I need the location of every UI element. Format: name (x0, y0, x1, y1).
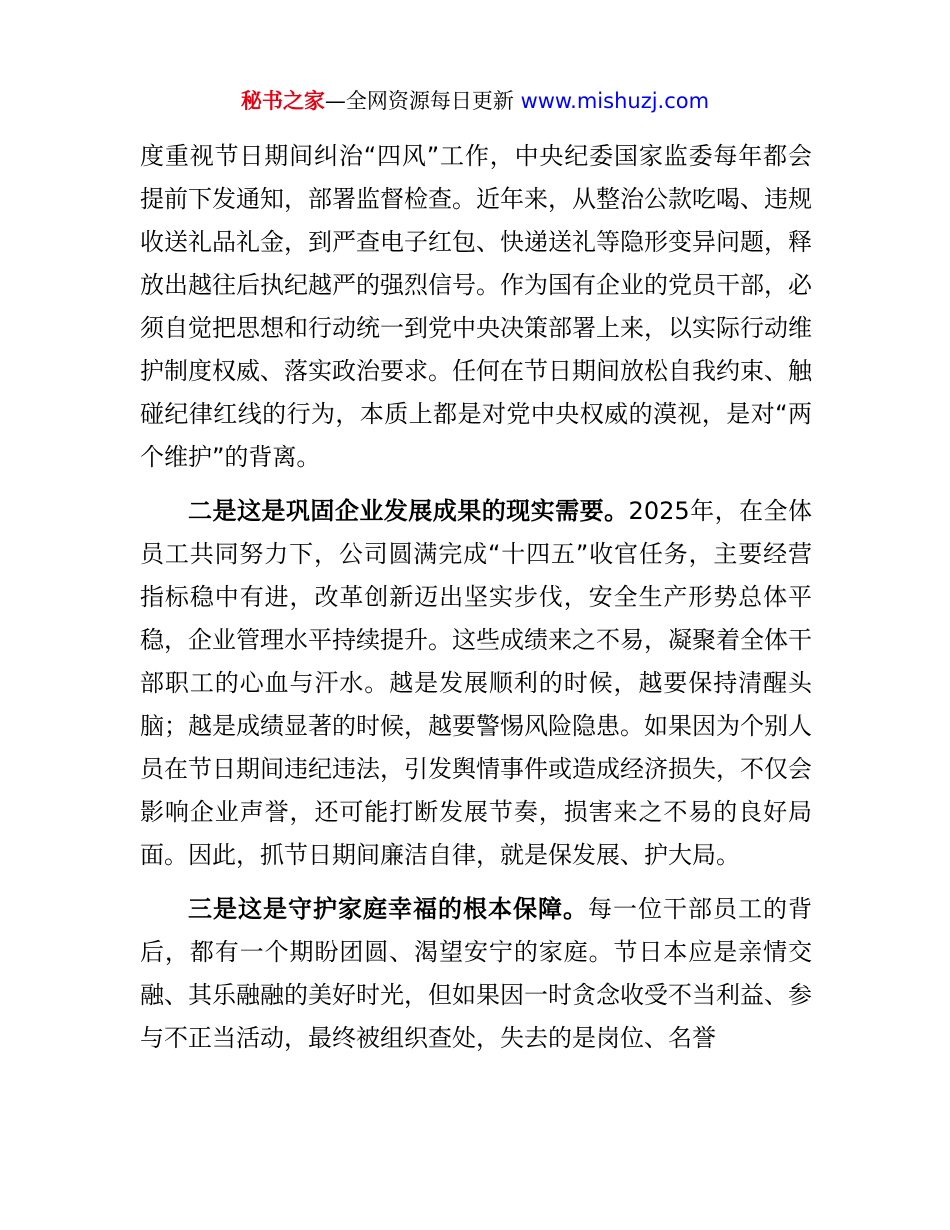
site-url-link[interactable]: www.mishuzj.com (520, 89, 710, 113)
header-tagline: —全网资源每日更新 (324, 89, 521, 113)
document-body (140, 135, 812, 1071)
paragraph-3 (140, 888, 812, 1060)
brand-name: 秘书之家 (240, 89, 325, 113)
paragraph-2 (140, 490, 812, 877)
paragraph-text: 每一位干部员工的背后，都有一个期盼团圆、渴望安宁的家庭。节日本应是亲情交融、其乐融融的美好时光，但如果因一时贪念收受不当利益、参与不正当活动，最终被组织查处，失去的是岗位、名誉 (140, 895, 812, 1052)
paragraph-text: 2025年，在全体员工共同努力下，公司圆满完成“十四五”收官任务，主要经营指标稳中有进，改革创新迈出坚实步伐，安全生产形势总体平稳，企业管理水平持续提升。这些成绩来之不易，凝聚着全体干部职工的心血与汗水。越是发展顺利的时候，越要保持清醒头脑；越是成绩显著的时候，越要警惕风险隐患。如果因为个别人员在节日期间违纪违法，引发舆情事件或造成经济损失，不仅会影响企业声誉，还可能打断发展节奏，损害来之不易的良好局面。因此，抓节日期间廉洁自律，就是保发展、护大局。 (140, 497, 812, 869)
page-header (0, 86, 950, 116)
paragraph-text: 度重视节日期间纠治“四风”工作，中央纪委国家监委每年都会提前下发通知，部署监督检查。近年来，从整治公款吃喝、违规收送礼品礼金，到严查电子红包、快递送礼等隐形变异问题，释放出越往后执纪越严的强烈信号。作为国有企业的党员干部，必须自觉把思想和行动统一到党中央决策部署上来，以实际行动维护制度权威、落实政治要求。任何在节日期间放松自我约束、触碰纪律红线的行为，本质上都是对党中央权威的漠视，是对“两个维护”的背离。 (140, 142, 812, 471)
paragraph-heading: 三是这是守护家庭幸福的根本保障。 (188, 895, 588, 923)
paragraph-1 (140, 135, 812, 479)
paragraph-heading: 二是这是巩固企业发展成果的现实需要。 (188, 497, 629, 525)
